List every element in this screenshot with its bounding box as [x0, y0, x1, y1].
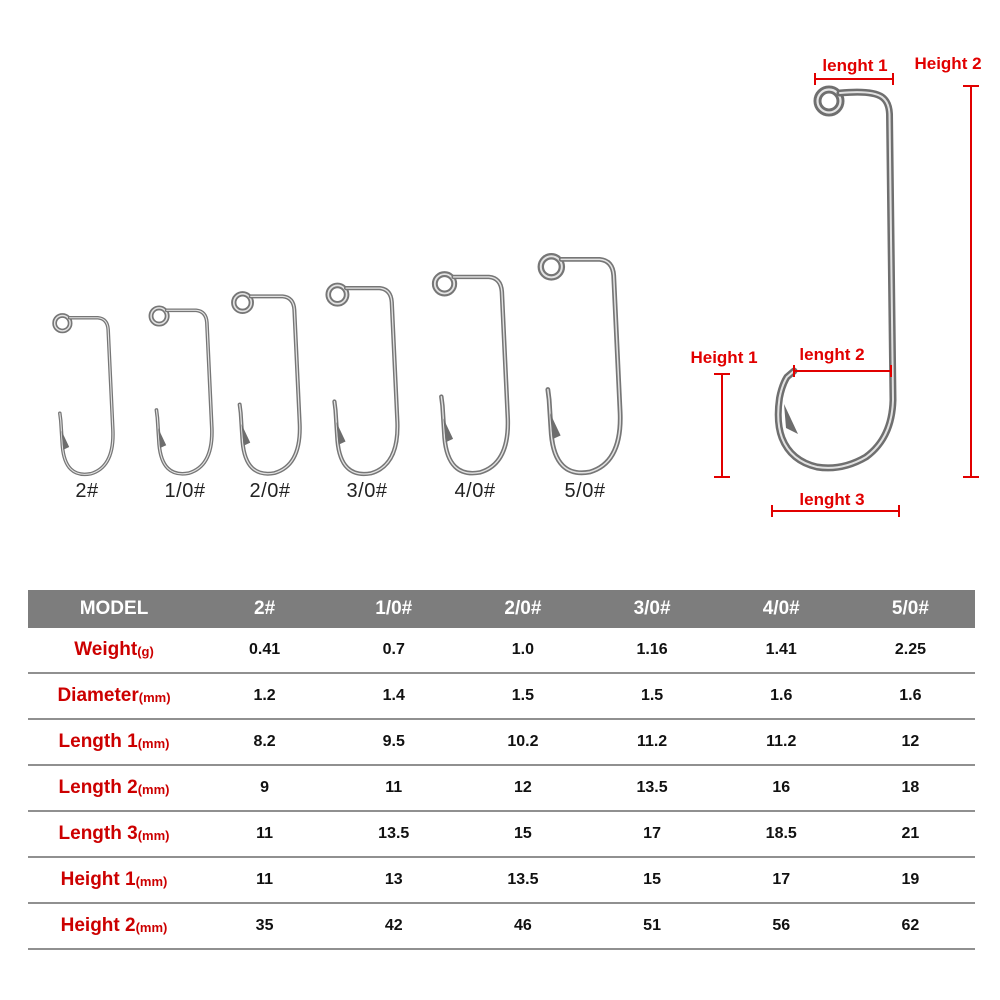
cell-height1-5-0: 19	[901, 871, 920, 888]
row-unit-length1: (mm)	[137, 736, 170, 751]
row-unit-height1: (mm)	[135, 874, 168, 889]
table-row-height1	[28, 858, 975, 904]
row-label-height2: Height 2	[60, 915, 136, 936]
cell-height2-2: 35	[255, 917, 274, 934]
spec-table	[28, 590, 975, 950]
hook-size-label-4-0: 4/0#	[454, 480, 496, 502]
row-unit-height2: (mm)	[135, 920, 168, 935]
table-row-weight	[28, 628, 975, 674]
hook-image-large	[778, 90, 893, 468]
cell-length3-3-0: 17	[643, 825, 661, 842]
cell-height2-4-0: 56	[772, 917, 791, 934]
cell-length1-4-0: 11.2	[766, 733, 797, 750]
row-label-length2: Length 2	[58, 777, 138, 798]
cell-weight-3-0: 1.16	[636, 641, 668, 658]
cell-length1-5-0: 12	[901, 733, 920, 750]
header-col-1-0: 1/0#	[375, 598, 413, 619]
cell-length2-2: 9	[260, 779, 270, 796]
table-row-height2	[28, 904, 975, 950]
cell-diameter-1-0: 1.4	[382, 687, 405, 704]
cell-weight-2-0: 1.0	[511, 641, 535, 658]
header-col-4-0: 4/0#	[762, 598, 800, 619]
row-label-height1: Height 1	[60, 869, 136, 890]
cell-diameter-5-0: 1.6	[899, 687, 922, 704]
cell-length2-2-0: 12	[514, 779, 532, 796]
hook-size-label-2-0: 2/0#	[249, 480, 291, 502]
row-label-diameter: Diameter	[57, 685, 139, 706]
row-unit-diameter: (mm)	[138, 690, 171, 705]
hook-image-3-0	[328, 285, 397, 474]
cell-height1-2-0: 13.5	[507, 871, 539, 888]
cell-height1-4-0: 17	[772, 871, 791, 888]
cell-weight-5-0: 2.25	[894, 641, 926, 658]
table-row-length3	[28, 812, 975, 858]
cell-diameter-3-0: 1.5	[640, 687, 664, 704]
table-row-length1	[28, 720, 975, 766]
cell-length3-2-0: 15	[514, 825, 532, 842]
cell-length3-1-0: 13.5	[378, 825, 410, 842]
spec-table-header	[28, 590, 975, 628]
cell-length2-4-0: 16	[772, 779, 791, 796]
header-model: MODEL	[79, 598, 149, 619]
cell-length3-2: 11	[256, 825, 274, 842]
row-unit-length3: (mm)	[137, 828, 170, 843]
cell-weight-2: 0.41	[249, 641, 281, 658]
cell-height2-1-0: 42	[384, 917, 403, 934]
cell-length1-2-0: 10.2	[507, 733, 539, 750]
cell-length2-5-0: 18	[901, 779, 920, 796]
header-col-3-0: 3/0#	[633, 598, 671, 619]
cell-diameter-2-0: 1.5	[511, 687, 535, 704]
cell-length2-1-0: 11	[385, 779, 403, 796]
header-col-2-0: 2/0#	[504, 598, 542, 619]
table-row-diameter	[28, 674, 975, 720]
dim-label-length2: lenght 2	[799, 345, 865, 364]
cell-height2-2-0: 46	[514, 917, 532, 934]
cell-height2-5-0: 62	[901, 917, 920, 934]
dim-label-height1: Height 1	[690, 348, 758, 367]
hook-image-5-0	[541, 256, 620, 473]
header-col-2: 2#	[254, 598, 276, 619]
hook-image-2-0	[234, 294, 300, 474]
cell-length1-1-0: 9.5	[382, 733, 405, 750]
cell-length1-2: 8.2	[253, 733, 276, 750]
row-label-length1: Length 1	[58, 731, 138, 752]
dim-label-height2: Height 2	[914, 54, 982, 73]
cell-height1-1-0: 13	[384, 871, 403, 888]
cell-height1-2: 11	[256, 871, 274, 888]
hook-size-label-3-0: 3/0#	[346, 480, 388, 502]
hook-size-label-1-0: 1/0#	[164, 480, 206, 502]
hook-image-4-0	[435, 274, 508, 473]
cell-weight-4-0: 1.41	[765, 641, 797, 658]
cell-height2-3-0: 51	[643, 917, 661, 934]
hook-image-2	[55, 315, 113, 474]
row-label-length3: Length 3	[58, 823, 138, 844]
cell-height1-3-0: 15	[643, 871, 661, 888]
cell-length1-3-0: 11.2	[636, 733, 668, 750]
dim-label-length3: lenght 3	[799, 490, 865, 509]
dim-label-length1: lenght 1	[822, 56, 888, 75]
hook-size-label-5-0: 5/0#	[564, 480, 606, 502]
cell-weight-1-0: 0.7	[382, 641, 405, 658]
row-unit-length2: (mm)	[137, 782, 170, 797]
cell-diameter-2: 1.2	[253, 687, 276, 704]
row-label-weight: Weight	[74, 639, 138, 660]
header-col-5-0: 5/0#	[891, 598, 929, 619]
cell-length2-3-0: 13.5	[636, 779, 668, 796]
cell-length3-4-0: 18.5	[765, 825, 797, 842]
hook-size-label-2: 2#	[75, 480, 99, 502]
cell-diameter-4-0: 1.6	[770, 687, 793, 704]
row-unit-weight: (g)	[137, 644, 154, 659]
cell-length3-5-0: 21	[901, 825, 920, 842]
dimension-lines	[714, 73, 979, 517]
hook-image-1-0	[151, 308, 212, 474]
table-row-length2	[28, 766, 975, 812]
